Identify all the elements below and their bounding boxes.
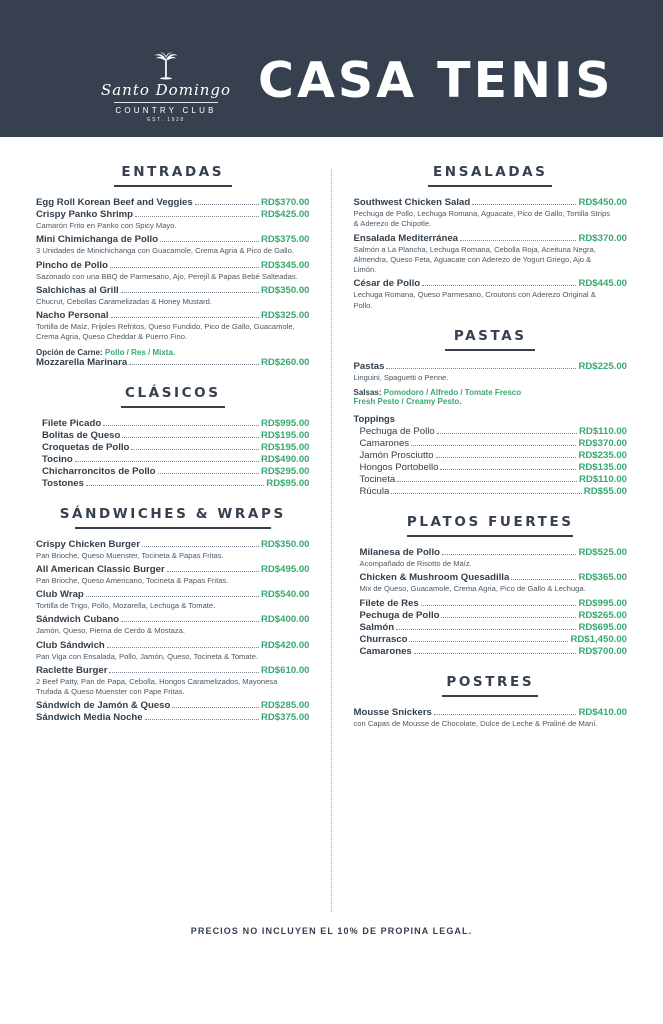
leader-dots — [440, 469, 576, 470]
menu-item — [36, 478, 310, 489]
menu-item-price: RD$370.00 — [578, 232, 627, 244]
logo-divider — [114, 102, 218, 103]
meat-option-value: Pollo / Res / Mixta. — [104, 347, 176, 357]
page-title: CASA TENIS — [258, 52, 614, 109]
menu-item — [36, 640, 310, 662]
menu-item-line — [42, 466, 310, 477]
leader-dots — [409, 641, 568, 642]
menu-item-name-pincho-de-pollo: Pincho de Pollo — [36, 259, 108, 271]
menu-item-name-nacho-personal: Nacho Personal — [36, 310, 109, 321]
menu-item-line — [354, 197, 628, 208]
section-underline — [75, 527, 271, 529]
section-heading — [354, 513, 628, 537]
menu-item-name-tocineta: Tocineta — [359, 474, 396, 485]
menu-item-line — [36, 640, 310, 651]
menu-item-name-bolitas-de-queso: Bolitas de Queso — [42, 429, 121, 441]
menu-item-line — [42, 454, 310, 465]
menu-item-name-jamon-prosciutto: Jamón Prosciutto — [359, 450, 434, 461]
section-heading — [36, 163, 310, 187]
menu-item-name-mini-chimichanga-de-pollo: Mini Chimichanga de Pollo — [36, 234, 159, 246]
section-title: POSTRES — [446, 673, 535, 690]
pasta-sauces-line-1: Pomodoro / Alfredo / Tomate Fresco — [383, 388, 522, 397]
menu-item-name-raclette-burger: Raclette Burger — [36, 664, 108, 676]
menu-item — [36, 665, 310, 698]
leader-dots — [421, 605, 577, 606]
menu-item — [36, 357, 310, 368]
club-logo — [96, 50, 236, 123]
menu-item-name-filete-picado: Filete Picado — [42, 417, 102, 429]
pasta-sauces-note — [354, 388, 628, 406]
menu-item-description: Salmón a La Plancha, Lechuga Romana, Cebolla Roja, Aceituna Negra, Almendra, Queso Feta, Aguacate con Aderezo de Yogurt Griego, Ajo & Limón. — [353, 244, 596, 274]
leader-dots — [397, 481, 577, 482]
leader-dots — [167, 571, 259, 572]
section-heading — [354, 163, 628, 187]
leader-dots — [145, 719, 259, 720]
menu-item-price: RD$295.00 — [260, 465, 310, 477]
menu-item — [354, 634, 628, 645]
menu-item-line — [36, 310, 310, 321]
menu-item-price: RD$235.00 — [578, 450, 627, 461]
menu-item — [36, 260, 310, 282]
menu-item-description: Pan Brioche, Queso Muenster, Tocineta & Papas Fritas. — [36, 550, 224, 560]
menu-item — [36, 234, 310, 256]
menu-item-line — [36, 234, 310, 245]
menu-item-name-churrasco: Churrasco — [359, 633, 408, 645]
menu-item — [36, 700, 310, 711]
leader-dots — [110, 267, 259, 268]
leader-dots — [436, 457, 577, 458]
menu-item — [36, 564, 310, 586]
menu-item-name-egg-roll-korean-beef-and-veggies: Egg Roll Korean Beef and Veggies — [36, 197, 193, 208]
section-heading — [36, 384, 310, 408]
menu-item-line — [36, 285, 310, 296]
leader-dots — [411, 445, 576, 446]
menu-item-line — [360, 634, 628, 645]
menu-item — [354, 197, 628, 230]
menu-item-line — [354, 707, 628, 718]
menu-item — [36, 310, 310, 343]
menu-item — [36, 466, 310, 477]
leader-dots — [109, 672, 259, 673]
menu-item-description: Sazonado con una BBQ de Parmesano, Ajo, Perejil & Papas Bebé Salteadas. — [36, 271, 298, 281]
menu-item-name-milanesa-de-pollo: Milanesa de Pollo — [359, 547, 441, 558]
menu-item-price: RD$695.00 — [578, 621, 627, 633]
menu-item-line — [360, 474, 628, 485]
menu-item-name-pechuga-de-pollo: Pechuga de Pollo — [359, 609, 440, 621]
leader-dots — [472, 204, 576, 205]
leader-dots — [396, 629, 576, 630]
menu-item — [36, 209, 310, 231]
menu-section-pastas — [354, 327, 628, 497]
leader-dots — [121, 621, 259, 622]
section-underline — [407, 535, 573, 537]
menu-item-price: RD$495.00 — [260, 563, 310, 575]
menu-item-price: RD$195.00 — [260, 441, 310, 453]
leader-dots — [86, 596, 259, 597]
menu-item-line — [360, 622, 628, 633]
leader-dots — [107, 647, 259, 648]
menu-item-price: RD$995.00 — [260, 417, 310, 429]
menu-item-line — [36, 712, 310, 723]
menu-item-line — [360, 610, 628, 621]
topping-item — [354, 438, 628, 449]
leader-dots — [131, 449, 259, 450]
menu-item-name-salchichas-al-grill: Salchichas al Grill — [36, 284, 119, 296]
menu-item-name-camarones: Camarones — [359, 438, 410, 449]
menu-item-name-sandwich-cubano: Sándwich Cubano — [36, 614, 120, 626]
leader-dots — [441, 617, 576, 618]
leader-dots — [135, 216, 259, 217]
menu-item-line — [360, 486, 628, 497]
menu-item-line — [36, 665, 310, 676]
menu-item-price: RD$445.00 — [578, 278, 627, 290]
menu-item-price: RD$365.00 — [578, 572, 627, 584]
menu-section-clasicos — [36, 384, 310, 489]
leader-dots — [437, 433, 577, 434]
menu-item-price: RD$420.00 — [260, 639, 310, 651]
menu-sheet — [0, 137, 663, 1024]
menu-section-ensaladas — [354, 163, 628, 311]
menu-item-line — [42, 478, 310, 489]
leader-dots — [129, 364, 259, 365]
menu-item-line — [360, 547, 628, 558]
section-underline — [121, 406, 225, 408]
menu-item-name-chicharroncitos-de-pollo: Chicharroncitos de Pollo — [42, 465, 156, 477]
menu-item — [36, 285, 310, 307]
menu-item-name-rucula: Rúcula — [359, 486, 390, 497]
toppings-label: Toppings — [353, 413, 395, 424]
menu-item-price: RD$285.00 — [260, 700, 310, 712]
leader-dots — [122, 437, 259, 438]
menu-item — [354, 233, 628, 276]
menu-item — [354, 361, 628, 383]
menu-item-description: con Capas de Mousse de Chocolate, Dulce de Leche & Praliné de Maní. — [353, 718, 598, 728]
menu-item-name-sandwich-media-noche: Sándwich Media Noche — [36, 712, 143, 724]
menu-item-line — [354, 278, 628, 289]
menu-item-price: RD$540.00 — [260, 589, 310, 600]
menu-section-postres — [354, 673, 628, 729]
leader-dots — [460, 240, 576, 241]
section-underline — [114, 185, 232, 187]
topping-item — [354, 474, 628, 485]
section-title: PLATOS FUERTES — [406, 514, 574, 530]
pasta-sauces-label: Salsas: — [353, 388, 384, 397]
menu-item-line — [42, 418, 310, 429]
topping-item — [354, 462, 628, 473]
menu-item-price: RD$700.00 — [578, 645, 627, 657]
menu-item-description: Tortilla de Trigo, Pollo, Mozarella, Lechuga & Tomate. — [36, 601, 216, 610]
menu-item — [36, 454, 310, 465]
column-divider — [331, 169, 332, 912]
menu-item — [354, 598, 628, 609]
menu-item-line — [360, 598, 628, 609]
leader-dots — [160, 241, 259, 242]
menu-item-description: Lechuga Romana, Queso Parmesano, Croutons con Aderezo Original & Pollo. — [353, 290, 596, 310]
menu-item — [354, 547, 628, 569]
menu-item — [354, 610, 628, 621]
menu-item-description: Chucrut, Cebollas Caramelizadas & Honey Mustard. — [36, 296, 212, 306]
menu-section-entradas — [36, 163, 310, 368]
menu-item-line — [36, 357, 310, 368]
menu-item-name-mozzarella-marinara: Mozzarella Marinara — [36, 356, 128, 368]
menu-item-name-crispy-chicken-burger: Crispy Chicken Burger — [36, 538, 140, 550]
menu-item-price: RD$260.00 — [260, 356, 310, 368]
leader-dots — [442, 554, 576, 555]
meat-option-label: Opción de Carne: — [36, 347, 105, 357]
logo-subtitle: COUNTRY CLUB — [115, 106, 217, 115]
pasta-sauces-line-2: Fresh Pesto / Creamy Pesto. — [353, 397, 462, 406]
leader-dots — [434, 714, 577, 715]
section-heading — [354, 327, 628, 351]
menu-item-description: Mix de Queso, Guacamole, Crema Agria, Pico de Gallo & Lechuga. — [359, 584, 586, 594]
menu-item-description: Pechuga de Pollo, Lechuga Romana, Aguacate, Pico de Gallo, Tortilla Strips & Aderezo de Chipotle. — [353, 209, 611, 229]
menu-item — [36, 539, 310, 561]
menu-item — [354, 278, 628, 311]
leader-dots — [111, 317, 259, 318]
menu-item-line — [36, 700, 310, 711]
topping-item — [354, 426, 628, 437]
section-title: ENTRADAS — [121, 164, 225, 180]
menu-column-right — [332, 163, 638, 903]
leader-dots — [391, 493, 581, 494]
menu-item-name-camarones: Camarones — [359, 645, 412, 657]
menu-item-price: RD$525.00 — [578, 547, 627, 558]
menu-item — [36, 442, 310, 453]
topping-item — [354, 486, 628, 497]
menu-item-description: Jamón, Queso, Pierna de Cerdo & Mostaza. — [36, 626, 185, 636]
menu-item — [354, 572, 628, 594]
menu-item-price: RD$375.00 — [260, 712, 310, 724]
menu-item-description: Pan Viga con Ensalada, Pollo, Jamón, Queso, Tocineta & Tomate. — [36, 651, 259, 661]
menu-item — [354, 622, 628, 633]
logo-script-text: Santo Domingo — [100, 81, 232, 99]
menu-item-price: RD$490.00 — [260, 453, 310, 465]
section-title: CLÁSICOS — [124, 384, 221, 401]
menu-item-price: RD$375.00 — [260, 234, 310, 246]
menu-item-name-club-sandwich: Club Sándwich — [36, 639, 105, 651]
page-header — [0, 0, 663, 137]
menu-item-price: RD$325.00 — [260, 310, 310, 321]
menu-item-name-cesar-de-pollo: César de Pollo — [353, 278, 421, 290]
menu-item-line — [42, 442, 310, 453]
menu-item-line — [360, 462, 628, 473]
menu-item-name-croquetas-de-pollo: Croquetas de Pollo — [42, 441, 130, 453]
menu-item-name-all-american-classic-burger: All American Classic Burger — [36, 563, 165, 575]
menu-item — [354, 646, 628, 657]
section-underline — [442, 695, 538, 697]
menu-item-price: RD$95.00 — [266, 477, 310, 489]
menu-item-price: RD$410.00 — [578, 706, 627, 718]
menu-item-name-tostones: Tostones — [42, 477, 84, 489]
menu-item-price: RD$195.00 — [260, 429, 310, 441]
menu-column-left — [26, 163, 332, 903]
menu-item-price: RD$425.00 — [260, 209, 310, 220]
menu-item-line — [360, 426, 628, 437]
menu-item-name-crispy-panko-shrimp: Crispy Panko Shrimp — [36, 209, 134, 220]
menu-item-name-ensalada-mediterranea: Ensalada Mediterránea — [353, 232, 459, 244]
menu-item — [36, 430, 310, 441]
menu-item-price: RD$345.00 — [260, 259, 310, 271]
topping-item — [354, 450, 628, 461]
logo-established: EST. 1928 — [147, 117, 185, 123]
menu-item-name-pechuga-de-pollo: Pechuga de Pollo — [359, 426, 435, 437]
menu-item-line — [360, 572, 628, 583]
menu-item-name-club-wrap: Club Wrap — [36, 589, 84, 600]
menu-item-line — [360, 646, 628, 657]
menu-item — [36, 614, 310, 636]
menu-item-line — [360, 450, 628, 461]
leader-dots — [422, 285, 576, 286]
menu-item-price: RD$225.00 — [578, 360, 627, 372]
menu-item-line — [36, 209, 310, 220]
menu-item-name-salmon: Salmón — [359, 621, 395, 633]
menu-item-price: RD$350.00 — [260, 284, 310, 296]
menu-item-line — [36, 197, 310, 208]
menu-item — [36, 197, 310, 208]
menu-item-description: 2 Beef Patty, Pan de Papa, Cebolla, Hongos Caramelizados, Mayonesa Trufada & Queso Muenster con Pape Fritas. — [36, 676, 278, 696]
menu-item-description: Acompañado de Risotto de Maíz. — [359, 559, 472, 568]
menu-item — [354, 707, 628, 729]
menu-item-name-tocino: Tocino — [42, 453, 73, 465]
menu-item-description: Linguini, Spaguetti o Penne. — [353, 372, 449, 382]
section-title: ENSALADAS — [432, 164, 548, 180]
footer-note: PRECIOS NO INCLUYEN EL 10% DE PROPINA LEGAL. — [190, 926, 473, 936]
section-title: SÁNDWICHES & WRAPS — [59, 505, 286, 522]
menu-item-price: RD$55.00 — [583, 486, 627, 497]
leader-dots — [158, 473, 259, 474]
menu-item-line — [36, 614, 310, 625]
leader-dots — [511, 579, 576, 580]
menu-item-name-sandwich-de-jamon-and-queso: Sándwich de Jamón & Queso — [36, 700, 171, 712]
leader-dots — [75, 461, 259, 462]
menu-item-line — [36, 260, 310, 271]
section-underline — [445, 349, 535, 351]
menu-item-price: RD$400.00 — [260, 614, 310, 626]
menu-item — [36, 712, 310, 723]
menu-item-line — [36, 539, 310, 550]
menu-item-price: RD$370.00 — [260, 197, 310, 208]
menu-item-name-filete-de-res: Filete de Res — [359, 597, 419, 609]
leader-dots — [86, 485, 264, 486]
leader-dots — [142, 546, 259, 547]
menu-item-price: RD$995.00 — [578, 597, 627, 609]
menu-item-price: RD$135.00 — [578, 462, 627, 473]
section-title: PASTAS — [453, 327, 527, 344]
menu-item — [36, 589, 310, 611]
leader-dots — [414, 653, 577, 654]
menu-item-price: RD$450.00 — [578, 197, 627, 208]
menu-item-price: RD$610.00 — [260, 664, 310, 676]
menu-item-line — [42, 430, 310, 441]
menu-item-name-chicken-and-mushroom-quesadilla: Chicken & Mushroom Quesadilla — [359, 572, 510, 584]
menu-item-description: Pan Brioche, Queso Americano, Tocineta & Papas Fritas. — [36, 575, 229, 585]
menu-item-name-mousse-snickers: Mousse Snickers — [353, 706, 432, 718]
menu-item-price: RD$370.00 — [578, 438, 627, 449]
section-underline — [428, 185, 552, 187]
leader-dots — [103, 425, 259, 426]
menu-item-name-pastas: Pastas — [353, 360, 385, 372]
leader-dots — [386, 368, 576, 369]
menu-item-name-southwest-chicken-salad: Southwest Chicken Salad — [353, 197, 471, 208]
menu-item-line — [354, 233, 628, 244]
menu-item — [36, 418, 310, 429]
section-heading — [36, 505, 310, 529]
menu-item-line — [360, 438, 628, 449]
menu-item-description: Tortilla de Maíz, Frijoles Refritos, Queso Fundido, Pico de Gallo, Guacamole, Crema Agria, Queso Cheddar & Puerro Fino. — [36, 322, 295, 342]
section-heading — [354, 673, 628, 697]
menu-item-price: RD$265.00 — [578, 609, 627, 621]
leader-dots — [195, 204, 259, 205]
meat-option-note — [36, 348, 310, 357]
menu-item-price: RD$350.00 — [260, 538, 310, 550]
menu-item-price: RD$1,450.00 — [570, 633, 627, 645]
menu-item-description: 3 Unidades de Minichichanga con Guacamole, Crema Agria & Pico de Gallo. — [36, 246, 294, 256]
menu-item-line — [354, 361, 628, 372]
menu-section-platos-fuertes — [354, 513, 628, 657]
leader-dots — [121, 292, 259, 293]
menu-item-line — [36, 564, 310, 575]
menu-item-description: Camarón Frito en Panko con Spicy Mayo. — [36, 221, 177, 230]
menu-section-sandwiches-and-wraps — [36, 505, 310, 724]
palm-tree-icon — [96, 50, 236, 80]
menu-item-price: RD$110.00 — [578, 474, 627, 485]
menu-item-name-hongos-portobello: Hongos Portobello — [359, 462, 439, 473]
menu-item-line — [36, 589, 310, 600]
menu-item-price: RD$110.00 — [578, 426, 627, 437]
leader-dots — [172, 707, 259, 708]
